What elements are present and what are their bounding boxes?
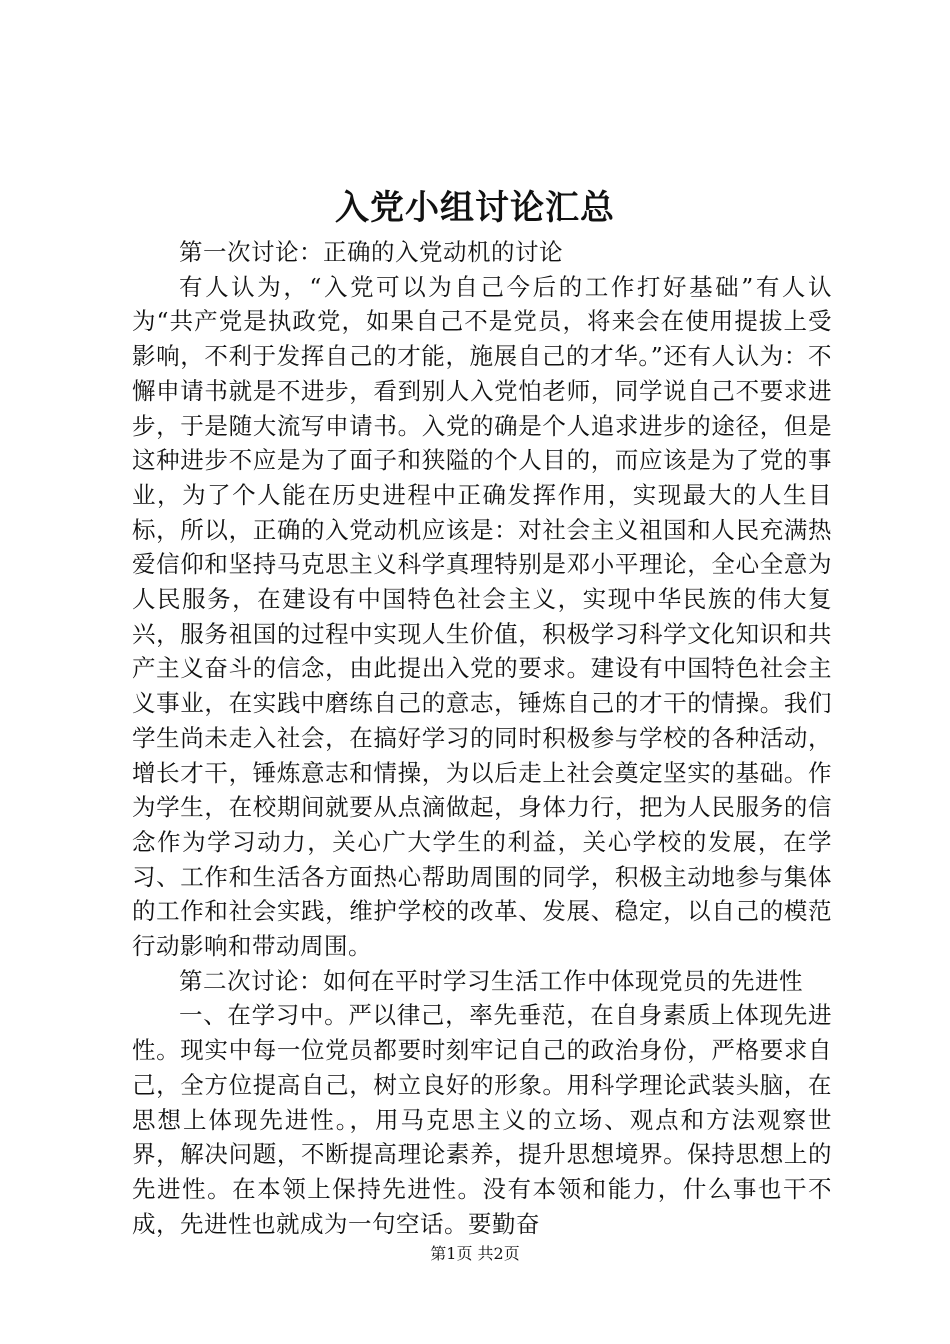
body-paragraph: 一、在学习中。严以律己，率先垂范，在自身素质上体现先进性。现实中每一位党员都要时刻牢记自己的政治身份，严格要求自己，全方位提高自己，树立良好的形象。用科学理论武装头脑，在思想上体现先进性。，用马克思主义的立场、观点和方法观察世界，解决问题，不断提高理论素养，提升思想境界。保持思想上的先进性。在本领上保持先进性。没有本领和能力，什么事也干不成，先进性也就成为一句空话。要勤奋 <box>132 1001 832 1238</box>
page-number-footer: 第1页 共2页 <box>430 1244 520 1263</box>
document-body <box>132 235 832 1241</box>
document-title: 入党小组讨论汇总 <box>335 188 615 228</box>
body-paragraph: 有人认为，“入党可以为自己今后的工作打好基础”有人认为“共产党是执政党，如果自己不是党员，将来会在使用提拔上受影响，不利于发挥自己的才能，施展自己的才华。”还有人认为：不懈申请书就是不进步，看到别人入党怕老师，同学说自己不要求进步，于是随大流写申请书。入党的确是个人追求进步的途径，但是这种进步不应是为了面子和狭隘的个人目的，而应该是为了党的事业，为了个人能在历史进程中正确发挥作用，实现最大的人生目标，所以，正确的入党动机应该是：对社会主义祖国和人民充满热爱信仰和坚持马克思主义科学真理特别是邓小平理论，全心全意为人民服务，在建设有中国特色社会主义，实现中华民族的伟大复兴，服务祖国的过程中实现人生价值，积极学习科学文化知识和共产主义奋斗的信念，由此提出入党的要求。建设有中国特色社会主义事业，在实践中磨练自己的意志，锤炼自己的才干的情操。我们学生尚未走入社会，在搞好学习的同时积极参与学校的各种活动，增长才干，锤炼意志和情操，为以后走上社会奠定坚实的基础。作为学生，在校期间就要从点滴做起，身体力行，把为人民服务的信念作为学习动力，关心广大学生的利益，关心学校的发展，在学习、工作和生活各方面热心帮助周围的同学，积极主动地参与集体的工作和社会实践，维护学校的改革、发展、稳定，以自己的模范行动影响和带动周围。 <box>132 272 832 961</box>
section-heading-first-discussion: 第一次讨论：正确的入党动机的讨论 <box>179 238 563 266</box>
section-heading-second-discussion: 第二次讨论：如何在平时学习生活工作中体现党员的先进性 <box>179 966 803 995</box>
